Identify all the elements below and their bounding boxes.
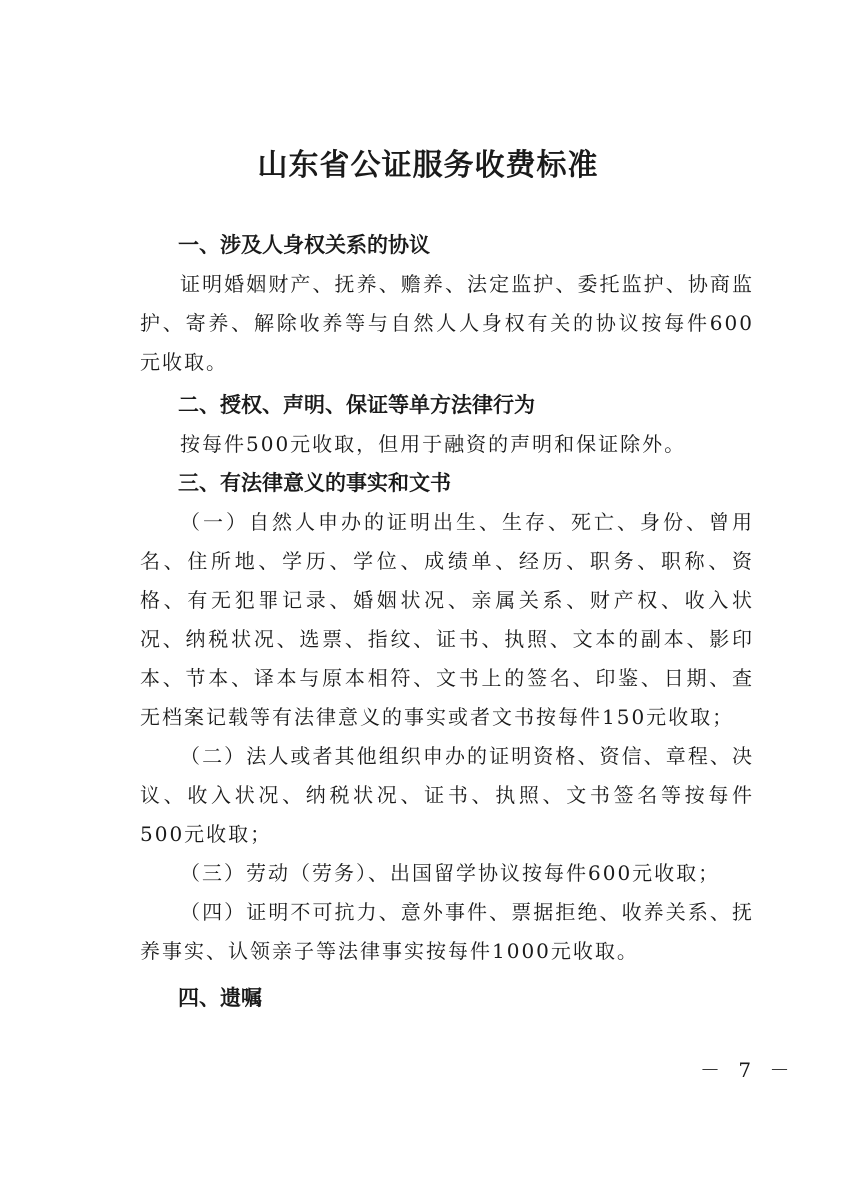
section-paragraph: （四）证明不可抗力、意外事件、票据拒绝、收养关系、抚养事实、认领亲子等法律事实按每件1000元收取。 bbox=[140, 900, 754, 963]
section-paragraph: 证明婚姻财产、抚养、赡养、法定监护、委托监护、协商监护、寄养、解除收养等与自然人人身权有关的协议按每件600元收取。 bbox=[140, 272, 754, 374]
document-body bbox=[140, 226, 754, 1018]
section-heading: 一、涉及人身权关系的协议 bbox=[178, 233, 430, 257]
section-heading: 三、有法律意义的事实和文书 bbox=[178, 471, 451, 495]
section-2 bbox=[140, 386, 754, 464]
section-4 bbox=[140, 979, 754, 1018]
section-paragraph: 按每件500元收取，但用于融资的声明和保证除外。 bbox=[180, 432, 687, 456]
section-paragraph: （二）法人或者其他组织申办的证明资格、资信、章程、决议、收入状况、纳税状况、证书、执照、文书签名等按每件500元收取； bbox=[140, 744, 754, 846]
document-title: 山东省公证服务收费标准 bbox=[257, 148, 599, 183]
section-heading: 二、授权、声明、保证等单方法律行为 bbox=[178, 393, 535, 417]
section-3 bbox=[140, 464, 754, 971]
page-number: － 7 － bbox=[700, 1058, 796, 1082]
section-paragraph: （一）自然人申办的证明出生、生存、死亡、身份、曾用名、住所地、学历、学位、成绩单、经历、职务、职称、资格、有无犯罪记录、婚姻状况、亲属关系、财产权、收入状况、纳税状况、选票、指纹、证书、执照、文本的副本、影印本、节本、译本与原本相符、文书上的签名、印鉴、日期、查无档案记载等有法律意义的事实或者文书按每件150元收取； bbox=[140, 510, 754, 729]
section-1 bbox=[140, 226, 754, 382]
section-paragraph: （三）劳动（劳务）、出国留学协议按每件600元收取； bbox=[180, 861, 721, 885]
section-heading: 四、遗嘱 bbox=[178, 986, 262, 1010]
